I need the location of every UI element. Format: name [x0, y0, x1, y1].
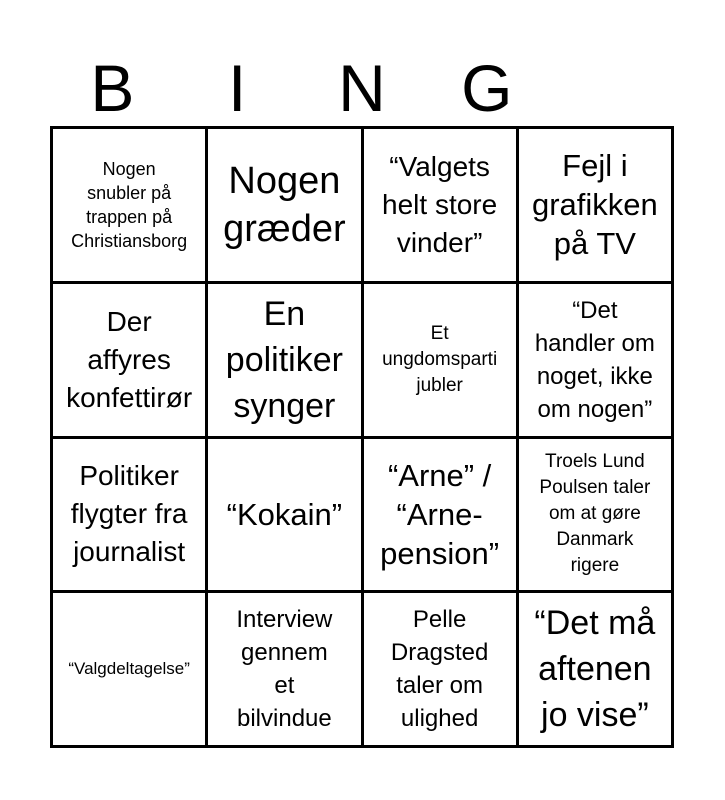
header-letter-n: N — [338, 51, 386, 125]
bingo-cell[interactable]: “Det handler om noget, ikke om nogen” — [519, 284, 671, 436]
bingo-cell[interactable]: Troels Lund Poulsen taler om at gøre Danmark rigere — [519, 439, 671, 591]
header-letter-i: I — [228, 51, 247, 125]
bingo-card-grid — [50, 126, 674, 748]
bingo-cell[interactable]: Et ungdomsparti jubler — [364, 284, 516, 436]
bingo-cell[interactable]: “Det må aftenen jo vise” — [519, 593, 671, 745]
bingo-cell[interactable]: Der affyres konfettirør — [53, 284, 205, 436]
header-letter-b: B — [90, 51, 135, 125]
bingo-cell[interactable]: “Valgets helt store vinder” — [364, 129, 516, 281]
bingo-cell[interactable]: “Arne” / “Arne- pension” — [364, 439, 516, 591]
bingo-cell[interactable]: Nogen græder — [208, 129, 360, 281]
bingo-cell[interactable]: Fejl i grafikken på TV — [519, 129, 671, 281]
bingo-cell[interactable]: Politiker flygter fra journalist — [53, 439, 205, 591]
bingo-cell[interactable]: “Valgdeltagelse” — [53, 593, 205, 745]
bingo-header — [50, 52, 674, 124]
bingo-cell[interactable]: Pelle Dragsted taler om ulighed — [364, 593, 516, 745]
bingo-cell[interactable]: Nogen snubler på trappen på Christiansborg — [53, 129, 205, 281]
header-letter-g: G — [461, 51, 513, 125]
bingo-cell[interactable]: En politiker synger — [208, 284, 360, 436]
bingo-cell[interactable]: “Kokain” — [208, 439, 360, 591]
bingo-cell[interactable]: Interview gennem et bilvindue — [208, 593, 360, 745]
